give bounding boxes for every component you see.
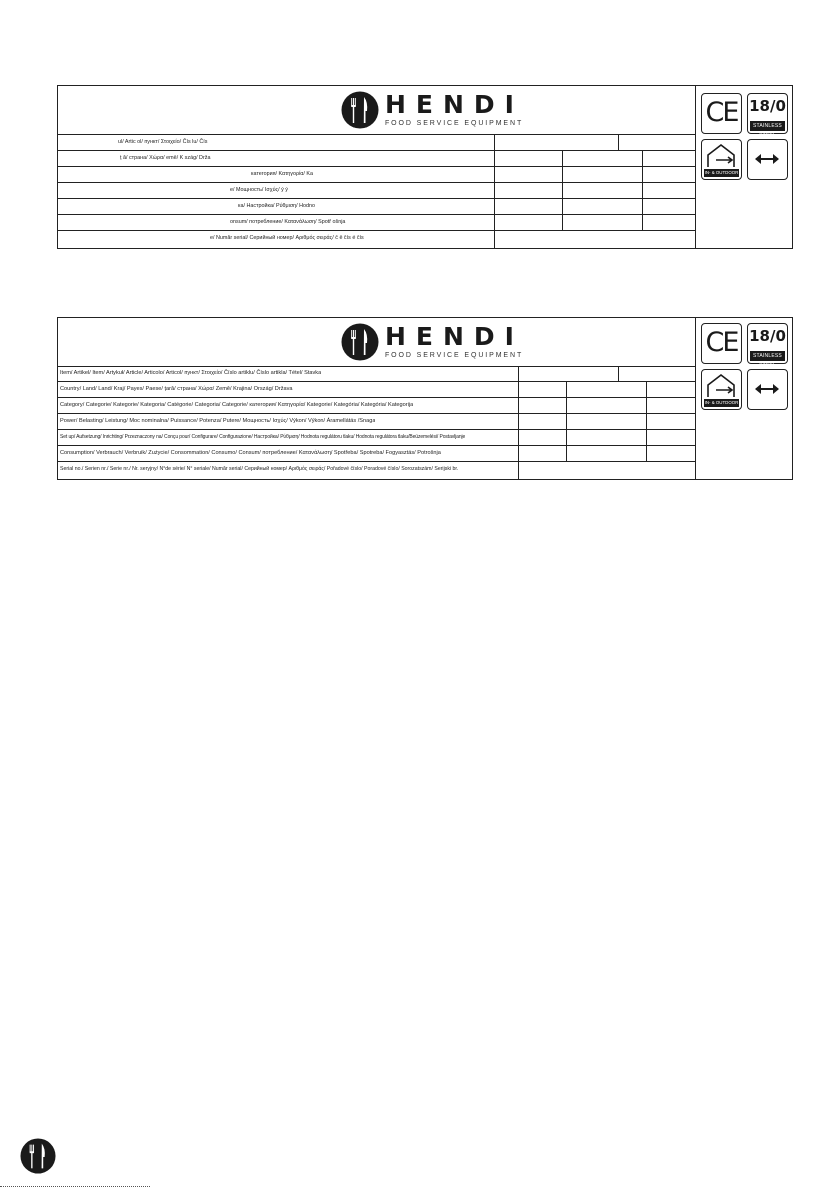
value-cell bbox=[618, 135, 695, 150]
value-cell bbox=[494, 151, 563, 166]
stainless-steel-badge bbox=[747, 93, 788, 139]
field-row-item bbox=[58, 366, 695, 382]
in-outdoor-label: IN- & OUTDOOR bbox=[704, 400, 739, 405]
field-label: ка/ Настройка/ Ρύθμιση/ Hodno bbox=[238, 203, 316, 209]
brand-name: HENDI bbox=[385, 90, 524, 119]
value-cell bbox=[566, 414, 647, 429]
field-label: Set up/ Aufsetzung/ Inrichting/ Przeznaczony na/ Conçu pour/ Configurare/ Configurazione/ Настройка/ Ρύθμιση/ Hodnota regulátoru tlaku/ Hodnota regulátora tlaku/Beüzemelési/ Postavljanje bbox=[60, 434, 466, 440]
dimensions-badge bbox=[747, 139, 788, 180]
footer-logo-icon bbox=[20, 1138, 56, 1174]
value-cell bbox=[562, 215, 643, 230]
dimensions-badge bbox=[747, 369, 788, 410]
ce-mark-text: CE bbox=[705, 327, 738, 358]
plate-fields bbox=[58, 318, 696, 479]
certification-panel bbox=[696, 318, 792, 479]
field-row-country bbox=[58, 151, 695, 167]
value-cell bbox=[646, 414, 695, 429]
value-cell bbox=[618, 366, 695, 381]
value-cell bbox=[566, 446, 647, 461]
cutlery-logo-icon bbox=[341, 91, 379, 129]
value-cell bbox=[562, 167, 643, 182]
field-row-setup bbox=[58, 199, 695, 215]
in-outdoor-label: IN- & OUTDOOR bbox=[704, 170, 739, 175]
steel-label: STAINLESS STEEL bbox=[750, 351, 785, 361]
steel-label: STAINLESS STEEL bbox=[750, 121, 785, 131]
value-cell bbox=[494, 167, 563, 182]
field-label: Power/ Belasting/ Leistung/ Moc nominalna/ Puissance/ Potenza/ Putere/ Мощность/ Ισχύς/ Výkon/ Výkon/ Áramellátás /Snaga bbox=[60, 418, 376, 424]
plate-header bbox=[58, 86, 695, 135]
value-cell bbox=[642, 151, 695, 166]
value-cell bbox=[646, 430, 695, 445]
ce-mark bbox=[701, 323, 742, 364]
value-cell bbox=[494, 215, 563, 230]
field-label: Consumption/ Verbrauch/ Verbruik/ Zużycie/ Consommation/ Consumo/ Consum/ потребление/ Κατανάλωση/ Spotřeba/ Spotreba/ Fogyasztás/ Potrošnja bbox=[60, 450, 441, 456]
value-cell bbox=[562, 183, 643, 198]
field-row-category bbox=[58, 167, 695, 183]
value-cell bbox=[518, 414, 567, 429]
value-cell bbox=[494, 231, 695, 248]
field-row-power bbox=[58, 183, 695, 199]
field-label: Item/ Artikel/ Item/ Artykuł/ Article/ Articolo/ Articol/ пункт/ Στοιχείο/ Číslo artiklu/ Číslo artikla/ Tétel/ Stavka bbox=[60, 370, 322, 376]
field-label: onsum/ потребление/ Κατανάλωση/ Spotř ošnja bbox=[230, 219, 346, 225]
steel-grade: 18/0 bbox=[749, 327, 786, 345]
value-cell bbox=[642, 183, 695, 198]
value-cell bbox=[642, 199, 695, 214]
brand-name: HENDI bbox=[385, 322, 524, 351]
brand-tagline: FOOD SERVICE EQUIPMENT bbox=[385, 120, 524, 127]
value-cell bbox=[646, 382, 695, 397]
field-row-serial bbox=[58, 462, 695, 480]
value-cell bbox=[642, 215, 695, 230]
plate-header bbox=[58, 318, 695, 367]
value-cell bbox=[562, 151, 643, 166]
field-label: ul/ Artic ol/ пункт/ Στοιχείο/ Čís lu/ Čís bbox=[118, 139, 208, 145]
value-cell bbox=[518, 366, 619, 381]
double-arrow-icon bbox=[748, 140, 786, 178]
value-cell bbox=[518, 446, 567, 461]
stainless-steel-badge bbox=[747, 323, 788, 369]
field-row-consumption bbox=[58, 446, 695, 462]
double-arrow-icon bbox=[748, 370, 786, 408]
field-row-consumption bbox=[58, 215, 695, 231]
hendi-logo bbox=[341, 90, 524, 130]
field-row-setup bbox=[58, 430, 695, 446]
value-cell bbox=[566, 398, 647, 413]
field-label: Serial no./ Serien nr./ Serie nr./ Nr. seryjny/ N°de série/ N° seriale/ Număr serial/ Серийный номер/ Αριθμός σειράς/ Pořadové číslo/ Poradové číslo/ Sorozatszám/ Serijski br. bbox=[60, 466, 459, 472]
field-label: Country/ Land/ Land/ Kraj/ Payes/ Paese/ țară/ страна/ Χώρα/ Země/ Krajina/ Ország/ Država bbox=[60, 386, 293, 392]
value-cell bbox=[494, 199, 563, 214]
steel-grade: 18/0 bbox=[749, 97, 786, 115]
brand-tagline: FOOD SERVICE EQUIPMENT bbox=[385, 352, 524, 359]
field-label: e/ Număr serial/ Серийный номер/ Αριθμός σειράς/ č ě čís é čís bbox=[210, 235, 364, 241]
field-label: ț ă/ страна/ Χώρα/ emě/ K szág/ Drža bbox=[120, 155, 211, 161]
ce-mark bbox=[701, 93, 742, 134]
value-cell bbox=[518, 398, 567, 413]
house-arrows-icon bbox=[702, 371, 740, 401]
value-cell bbox=[518, 462, 695, 479]
field-row-category bbox=[58, 398, 695, 414]
hendi-logo bbox=[341, 322, 524, 362]
value-cell bbox=[646, 446, 695, 461]
value-cell bbox=[642, 167, 695, 182]
field-row-serial bbox=[58, 231, 695, 249]
plate-fields bbox=[58, 86, 696, 248]
cutlery-logo-icon bbox=[341, 323, 379, 361]
certification-panel bbox=[696, 86, 792, 248]
rating-plate-top bbox=[57, 85, 793, 249]
footer-rule bbox=[0, 1186, 150, 1187]
field-row-power bbox=[58, 414, 695, 430]
value-cell bbox=[646, 398, 695, 413]
field-label: Category/ Categorie/ Kategorie/ Kategoria/ Catégorie/ Categoria/ Categorie/ категория/ Κατηγορία/ Kategorie/ Kategória/ Kategória/ Kategorija bbox=[60, 402, 414, 408]
ce-mark-text: CE bbox=[705, 97, 738, 128]
in-outdoor-badge bbox=[701, 369, 742, 410]
value-cell bbox=[494, 183, 563, 198]
field-row-country bbox=[58, 382, 695, 398]
field-label: категория/ Κατηγορία/ Ka bbox=[251, 171, 313, 177]
rating-plate-bottom bbox=[57, 317, 793, 480]
value-cell bbox=[562, 199, 643, 214]
value-cell bbox=[518, 430, 567, 445]
value-cell bbox=[494, 135, 619, 150]
value-cell bbox=[566, 382, 647, 397]
value-cell bbox=[566, 430, 647, 445]
field-label: e/ Мощность/ Ισχύς/ ý ý bbox=[230, 187, 289, 193]
house-arrows-icon bbox=[702, 141, 740, 171]
in-outdoor-badge bbox=[701, 139, 742, 180]
field-row-item bbox=[58, 135, 695, 151]
value-cell bbox=[518, 382, 567, 397]
